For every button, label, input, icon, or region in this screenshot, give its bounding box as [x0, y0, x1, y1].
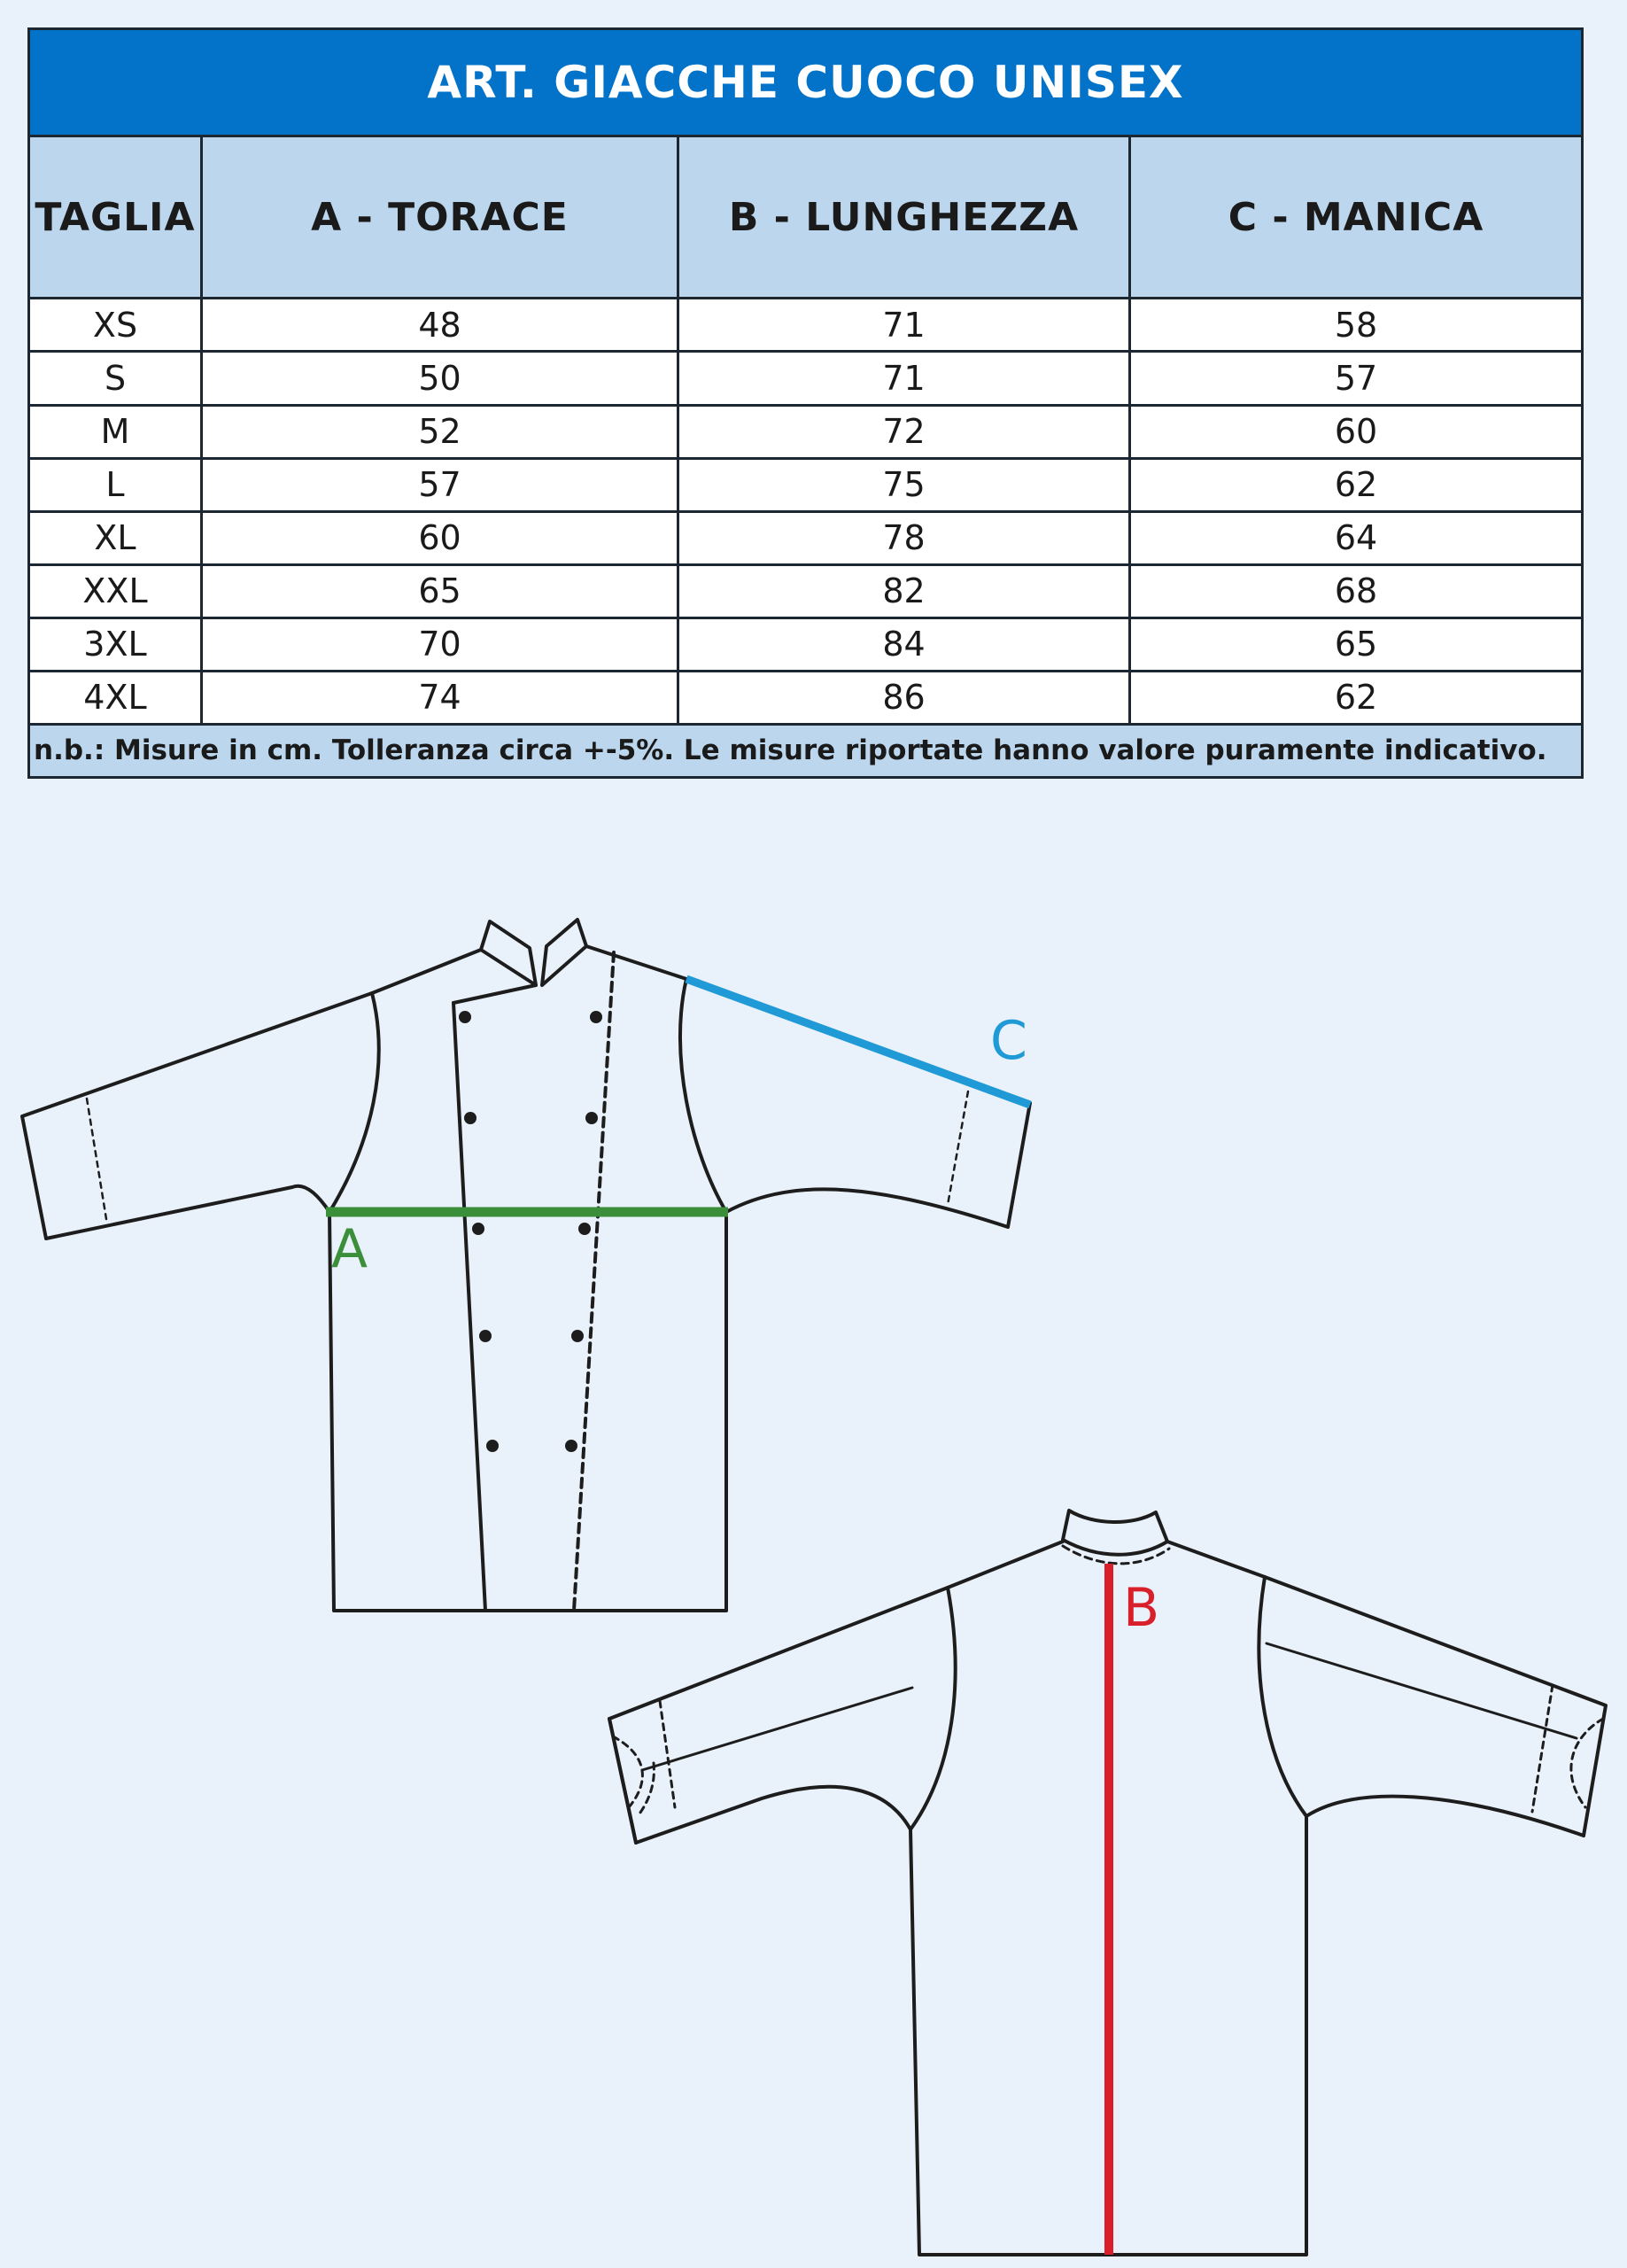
cell-chest: 60	[202, 511, 678, 564]
cell-chest: 74	[202, 671, 678, 724]
cell-size: 3XL	[29, 617, 202, 671]
cell-length: 86	[678, 671, 1130, 724]
cell-length: 78	[678, 511, 1130, 564]
cell-sleeve: 58	[1130, 299, 1583, 352]
cell-sleeve: 65	[1130, 617, 1583, 671]
cell-sleeve: 60	[1130, 405, 1583, 458]
cell-chest: 57	[202, 458, 678, 511]
cell-sleeve: 62	[1130, 671, 1583, 724]
cell-size: XXL	[29, 564, 202, 617]
measure-c-label: C	[990, 1010, 1027, 1072]
cell-chest: 50	[202, 352, 678, 405]
cell-length: 82	[678, 564, 1130, 617]
cell-length: 71	[678, 352, 1130, 405]
cell-sleeve: 68	[1130, 564, 1583, 617]
cell-sleeve: 62	[1130, 458, 1583, 511]
header-manica: C - MANICA	[1130, 136, 1583, 299]
header-torace: A - TORACE	[202, 136, 678, 299]
cell-size: M	[29, 405, 202, 458]
measure-b-label: B	[1123, 1577, 1160, 1639]
measurement-note: n.b.: Misure in cm. Tolleranza circa +-5%. Le misure riportate hanno valore puramente indicativo.	[29, 724, 1583, 777]
cell-chest: 65	[202, 564, 678, 617]
cell-size: XL	[29, 511, 202, 564]
cell-size: XS	[29, 299, 202, 352]
cell-sleeve: 64	[1130, 511, 1583, 564]
table-title: ART. GIACCHE CUOCO UNISEX	[29, 29, 1583, 136]
cell-chest: 70	[202, 617, 678, 671]
header-taglia: TAGLIA	[29, 136, 202, 299]
cell-length: 75	[678, 458, 1130, 511]
front-jacket-icon	[22, 920, 1030, 1611]
header-lunghezza: B - LUNGHEZZA	[678, 136, 1130, 299]
cell-size: 4XL	[29, 671, 202, 724]
cell-sleeve: 57	[1130, 352, 1583, 405]
back-jacket-icon	[609, 1511, 1606, 2255]
cell-size: L	[29, 458, 202, 511]
cell-chest: 52	[202, 405, 678, 458]
cell-chest: 48	[202, 299, 678, 352]
cell-length: 72	[678, 405, 1130, 458]
cell-length: 84	[678, 617, 1130, 671]
button-dots	[459, 1011, 602, 1452]
cell-length: 71	[678, 299, 1130, 352]
measure-c-line	[686, 979, 1030, 1105]
measure-a-label: A	[331, 1218, 368, 1280]
cell-size: S	[29, 352, 202, 405]
